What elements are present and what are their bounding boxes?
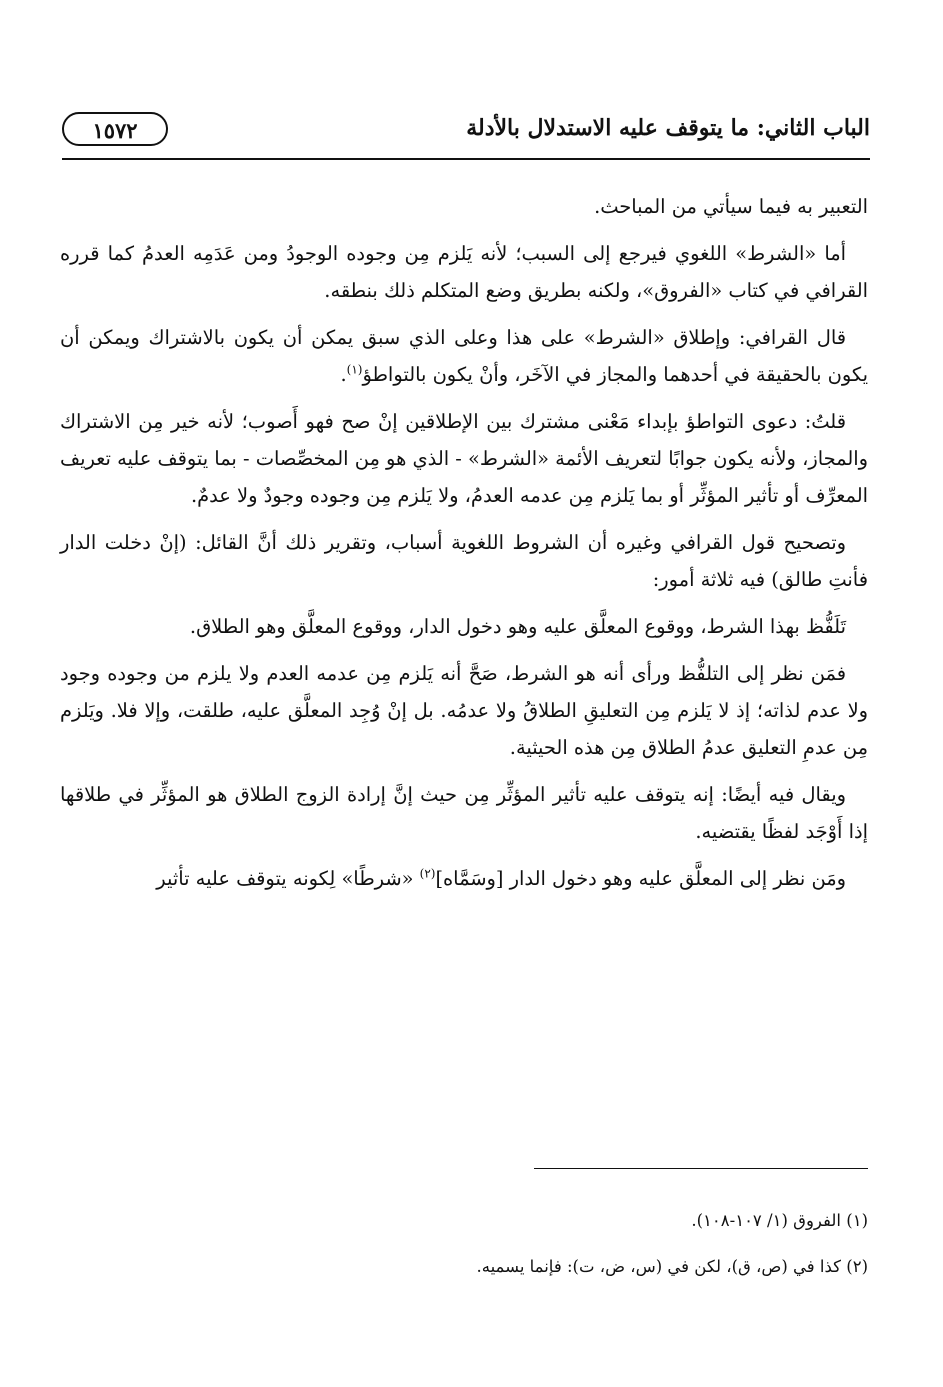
- paragraph: تَلَفُّظ بهذا الشرط، ووقوع المعلَّق عليه وهو دخول الدار، ووقوع المعلَّق وهو الطلاق.: [189, 615, 846, 638]
- paragraph-text: ومَن نظر إلى المعلَّق عليه وهو دخول الدار [وسَمَّاه]: [435, 867, 846, 890]
- paragraph: فمَن نظر إلى التلفُّظ ورأى أنه هو الشرط، صَحَّ أنه يَلزم مِن عدمه العدم ولا يلزم من وجوده وجود ولا عدم لذاته؛ إذ لا يَلزم مِن التعليقِ الطلاقُ ولا عدمُه. بل إنْ وُجِد المعلَّق عليه، طلقت، وإلا فلا. ويَلزم مِن عدمِ التعليق عدمُ الطلاق مِن هذه الحيثية.: [60, 662, 868, 759]
- footnote-marker: (٢): [419, 866, 436, 881]
- chapter-title: الباب الثاني: ما يتوقف عليه الاستدلال بالأدلة: [466, 115, 870, 141]
- paragraph: [60, 860, 868, 897]
- paragraph: وتصحيح قول القرافي وغيره أن الشروط اللغوية أسباب، وتقرير ذلك أنَّ القائل: (إنْ دخلت الدار فأنتِ طالق) فيه ثلاثة أمور:: [60, 531, 868, 591]
- paragraph-end: «شرطًا» لِكونه يتوقف عليه تأثير: [156, 867, 420, 890]
- paragraph: أما «الشرط» اللغوي فيرجع إلى السبب؛ لأنه يَلزم مِن وجوده الوجودُ ومن عَدَمِه العدمُ كما قرره القرافي في كتاب «الفروق»، ولكنه بطريق وضع المتكلم ذلك بنطقه.: [60, 242, 868, 302]
- running-header: [62, 108, 870, 152]
- paragraph-text: قال القرافي: وإطلاق «الشرط» على هذا وعلى الذي سبق يمكن أن يكون بالاشتراك ويمكن أن يكون بالحقيقة في أحدهما والمجاز في الآخَر، وأنْ يكون بالتواطؤ: [60, 326, 868, 386]
- page-number-badge: ١٥٧٢: [62, 112, 168, 146]
- footnotes: [60, 1206, 868, 1298]
- header-divider: [62, 158, 870, 160]
- paragraph-end: .: [340, 363, 347, 386]
- paragraph: [60, 319, 868, 393]
- main-text: [60, 188, 868, 907]
- paragraph: التعبير به فيما سيأتي من المباحث.: [594, 195, 868, 218]
- paragraph: ويقال فيه أيضًا: إنه يتوقف عليه تأثير المؤثِّر مِن حيث إنَّ إرادة الزوج الطلاق هو المؤثِّر في طلاقها إذا أَوْجَد لفظًا يقتضيه.: [60, 783, 868, 843]
- paragraph: قلتُ: دعوى التواطؤ بإبداء مَعْنى مشترك بين الإطلاقين إنْ صح فهو أَصوب؛ لأنه خير مِن الاشتراك والمجاز، ولأنه يكون جوابًا لتعريف الأئمة «الشرط» - الذي هو مِن المخصِّصات - بما يتوقف عليه تعريف المعرِّف أو تأثير المؤثِّر أو بما يَلزم مِن عدمه العدمُ، ولا يَلزم مِن وجوده وجودٌ ولا عدمٌ.: [60, 410, 868, 507]
- footnote: (٢) كذا في (ص، ق)، لكن في (س، ض، ت): فإنما يسميه.: [476, 1257, 868, 1276]
- footnote-marker: (١): [346, 362, 363, 377]
- footnote: (١) الفروق (١/ ١٠٧-١٠٨).: [691, 1211, 868, 1230]
- footnote-divider: [534, 1168, 868, 1169]
